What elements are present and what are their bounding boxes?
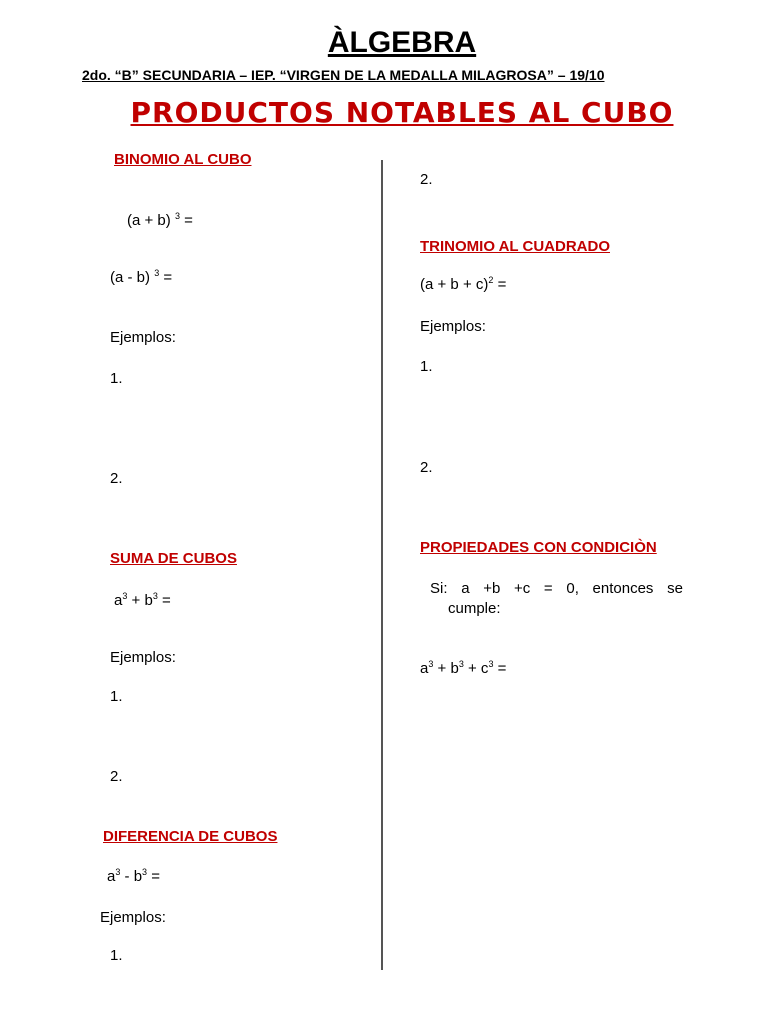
formula-base: (a + b + c) [420, 276, 489, 293]
formula-exponent: 3 [458, 659, 464, 669]
trinomio-formula [420, 276, 506, 293]
main-title: PRODUCTOS NOTABLES AL CUBO [130, 96, 674, 129]
condition-word: Si: [430, 580, 448, 597]
trinomio-heading: TRINOMIO AL CUADRADO [420, 238, 610, 255]
formula-equals: = [497, 660, 507, 677]
formula-equals: = [163, 269, 173, 286]
condition-word: = [543, 580, 553, 597]
formula-exponent: 3 [154, 268, 160, 278]
condition-word: +b [483, 580, 501, 597]
formula-a: a [420, 660, 429, 677]
diferencia-ejemplos-label: Ejemplos: [100, 909, 166, 926]
binomio-ejemplos-label: Ejemplos: [110, 329, 176, 346]
diferencia-formula [107, 868, 160, 885]
formula-base: (a + b) [127, 212, 171, 229]
formula-exponent: 3 [115, 867, 121, 877]
formula-c: + c [468, 660, 489, 677]
formula-equals: = [151, 868, 160, 885]
condition-line-2: cumple: [448, 600, 501, 617]
condition-word: 0, [566, 580, 579, 597]
binomio-heading: BINOMIO AL CUBO [114, 151, 252, 168]
diferencia-example-1: 1. [110, 947, 123, 964]
suma-example-1: 1. [110, 688, 123, 705]
condition-line-1 [420, 579, 683, 599]
formula-exponent: 3 [122, 591, 128, 601]
suma-ejemplos-label: Ejemplos: [110, 649, 176, 666]
propiedades-heading: PROPIEDADES CON CONDICIÒN [420, 539, 657, 556]
formula-exponent: 3 [174, 211, 180, 221]
page-title: ÀLGEBRA [327, 26, 477, 59]
formula-b: - b [124, 868, 143, 885]
suma-formula [114, 592, 171, 609]
formula-exponent: 3 [428, 659, 434, 669]
formula-exponent: 2 [488, 275, 494, 285]
propiedades-condition [420, 579, 683, 619]
binomio-example-2: 2. [110, 470, 123, 487]
condition-word: +c [513, 580, 531, 597]
condition-word: entonces [592, 580, 654, 597]
formula-exponent: 3 [142, 867, 148, 877]
trinomio-example-1: 1. [420, 358, 433, 375]
formula-a: a [114, 592, 123, 609]
trinomio-example-2: 2. [420, 459, 433, 476]
binomio-formula-diff [110, 269, 172, 286]
condition-word: se [667, 580, 683, 597]
formula-exponent: 3 [488, 659, 494, 669]
suma-heading: SUMA DE CUBOS [110, 550, 237, 567]
binomio-formula-sum [127, 212, 193, 229]
binomio-example-1: 1. [110, 370, 123, 387]
formula-b: + b [437, 660, 459, 677]
formula-base: (a - b) [110, 269, 151, 286]
formula-a: a [107, 868, 116, 885]
formula-b: + b [131, 592, 153, 609]
column-divider [381, 160, 383, 970]
binomio-example-2-continued: 2. [420, 171, 433, 188]
diferencia-heading: DIFERENCIA DE CUBOS [103, 828, 278, 845]
trinomio-ejemplos-label: Ejemplos: [420, 318, 486, 335]
condition-word: a [461, 580, 470, 597]
formula-equals: = [184, 212, 193, 229]
formula-exponent: 3 [152, 591, 158, 601]
suma-example-2: 2. [110, 768, 123, 785]
propiedades-formula [420, 660, 506, 677]
page-subtitle: 2do. “B” SECUNDARIA – IEP. “VIRGEN DE LA MEDALLA MILAGROSA” – 19/10 [82, 67, 605, 83]
formula-equals: = [497, 276, 507, 293]
formula-equals: = [162, 592, 171, 609]
